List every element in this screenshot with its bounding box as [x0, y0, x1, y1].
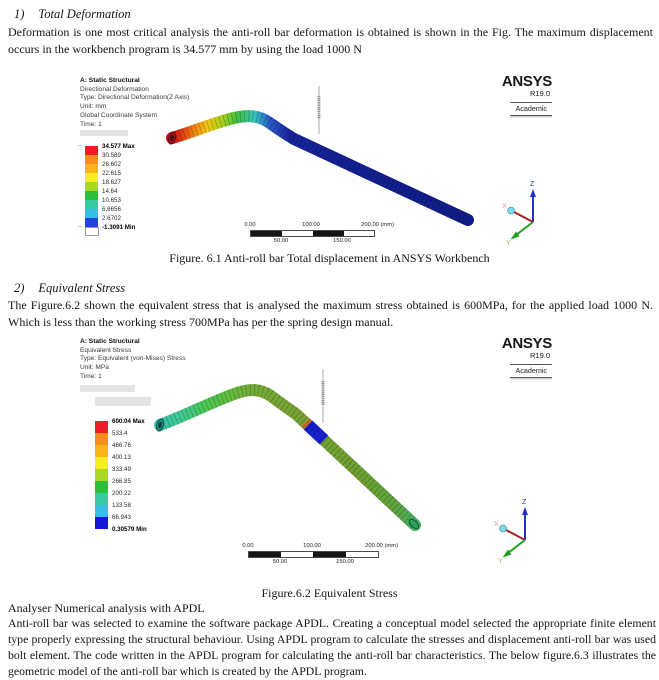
- fig1-header-unit: Unit: mm: [80, 103, 107, 111]
- legend-label: 400.13: [112, 454, 131, 461]
- figure-6-1-caption: Figure. 6.1 Anti-roll bar Total displacement in ANSYS Workbench: [169, 251, 490, 265]
- legend-adjust-handle: –: [78, 223, 82, 230]
- scale-tick-label: 200.00 (mm): [361, 222, 395, 228]
- z-axis-arrowhead: [522, 507, 528, 515]
- section-2-title: Equivalent Stress: [38, 281, 126, 295]
- fig1-header-coordsys: Global Coordinate System: [80, 111, 157, 119]
- legend-label: 10.653: [102, 197, 121, 204]
- section-1-heading: [14, 7, 131, 22]
- legend-label: 26.602: [102, 161, 121, 168]
- scale-tick-label: 150.00: [336, 559, 354, 565]
- ansys-academic-badge: Academic: [510, 364, 552, 378]
- paragraph-total-deformation: Deformation is one most critical analysis the anti-roll bar deformation is obtained is shown in the Fig. The maximum displacement occurs in the workbench program is 34.577 mm by using the load 1000 N: [8, 25, 653, 56]
- scale-bar-segments: [250, 230, 375, 237]
- legend-label: 533.4: [112, 430, 128, 437]
- fig1-header-type: Type: Directional Deformation(Z Axis): [80, 94, 190, 102]
- fig2-header-analysis: A: Static Structural: [80, 338, 140, 345]
- apdl-heading: Analyser Numerical analysis with APDL: [8, 601, 205, 615]
- legend-label: 34.577 Max: [102, 143, 135, 150]
- legend-label: 266.85: [112, 478, 131, 485]
- ansys-academic-badge: Academic: [510, 102, 552, 116]
- section-2-heading: [14, 281, 125, 296]
- scale-tick-label: 200.00 (mm): [365, 543, 399, 549]
- x-axis-label: X: [502, 203, 507, 210]
- anti-roll-bar-stress-contour: [155, 390, 420, 530]
- scale-tick-label: 150.00: [333, 238, 351, 244]
- fig2-header-result: Equivalent Stress: [80, 346, 132, 354]
- y-axis-label: Y: [498, 558, 503, 565]
- ansys-brand-text: ANSYS: [501, 73, 552, 90]
- section-2-number: 2): [14, 281, 25, 295]
- y-axis-arrow: [516, 222, 533, 235]
- legend-label: 66.943: [112, 514, 131, 521]
- legend-label: 600.04 Max: [112, 418, 145, 425]
- section-1-number: 1): [14, 7, 25, 21]
- scale-tick-label: 0.00: [242, 543, 254, 549]
- legend-label: 22.615: [102, 170, 121, 177]
- anti-roll-bar-deformation-contour: [167, 116, 468, 220]
- scale-tick-label: 0.00: [244, 222, 256, 228]
- fig1-header-time: Time: 1: [80, 120, 102, 128]
- scale-tick-label: 50.00: [273, 238, 289, 244]
- scale-tick-label: 50.00: [272, 559, 288, 565]
- figure-6-1-total-displacement: [62, 72, 656, 252]
- fig1-header-result: Directional Deformation: [80, 85, 149, 93]
- legend-label: 466.76: [112, 442, 131, 449]
- paragraph-equivalent-stress: The Figure.6.2 shown the equivalent stress that is analysed the maximum stress obtained is 600MPa, for the applied load 1000 N. Which is less than the working stress 700MPa has per the spring design manual.: [8, 298, 653, 329]
- y-axis-label: Y: [506, 240, 511, 247]
- legend-label: 133.58: [112, 502, 131, 509]
- y-axis-arrow: [508, 540, 525, 553]
- section-1-title: Total Deformation: [38, 7, 131, 21]
- legend-label: 6.6656: [102, 206, 121, 213]
- scale-tick-label: 100.00: [303, 543, 321, 549]
- figure-6-2-caption: Figure.6.2 Equivalent Stress: [261, 586, 398, 600]
- fig2-header-type: Type: Equivalent (von-Mises) Stress: [80, 355, 186, 363]
- legend-label: -1.3091 Min: [102, 224, 136, 231]
- legend-label: 2.6702: [102, 215, 121, 222]
- x-axis-arrow: [506, 530, 525, 540]
- fig2-header-unit: Unit: MPa: [80, 364, 109, 372]
- fig2-scale-bar: [242, 543, 399, 565]
- ansys-version-text: R19.0: [529, 89, 550, 98]
- legend-label: 18.627: [102, 179, 121, 186]
- coordinate-triad: [494, 499, 528, 565]
- legend-label: 30.589: [102, 152, 121, 159]
- legend-label: 333.49: [112, 466, 131, 473]
- x-axis-sphere: [500, 525, 507, 532]
- scale-bar-segments: [248, 551, 379, 558]
- figure-6-2-equivalent-stress: [62, 333, 656, 585]
- legend-label: 200.22: [112, 490, 131, 497]
- x-axis-arrow: [514, 212, 533, 222]
- ansys-brand-text: ANSYS: [501, 335, 552, 352]
- scale-tick-label: 100.00: [302, 222, 320, 228]
- legend-adjust-handle: –: [78, 142, 82, 149]
- x-axis-label: X: [494, 521, 499, 528]
- fig1-header-analysis: A: Static Structural: [80, 77, 140, 84]
- fig1-scale-bar: [244, 222, 395, 244]
- legend-label: 14.64: [102, 188, 118, 195]
- fig2-header-time: Time: 1: [80, 372, 102, 380]
- z-axis-label: Z: [530, 181, 535, 188]
- legend-label: 0.30579 Min: [112, 526, 147, 533]
- z-axis-label: Z: [522, 499, 527, 506]
- ansys-version-text: R19.0: [529, 351, 550, 360]
- x-axis-sphere: [508, 207, 515, 214]
- z-axis-arrowhead: [530, 189, 536, 197]
- coordinate-triad: [502, 181, 536, 247]
- paragraph-apdl: Anti-roll bar was selected to examine the software package APDL. Creating a conceptual model selected the appropriate finite element type properly expressing the structural behaviour. Using APDL program to calculate the stresses and displacement anti-roll bar was used bolt element. The code written in the APDL program for calculating the anti-roll bar characteristics. The below figure.6.3 illustrates the geometric model of the anti-roll bar which is created by the APDL program.: [8, 616, 656, 678]
